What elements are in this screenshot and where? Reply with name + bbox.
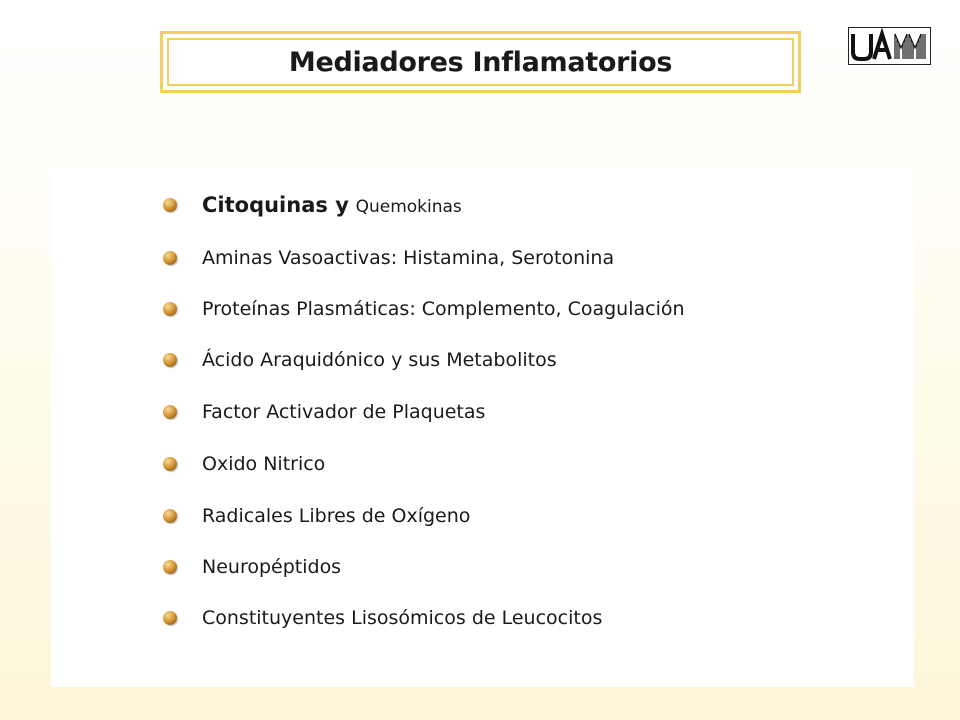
uam-logo-icon [848,27,931,65]
list-item [51,496,914,536]
bullet-icon [163,560,177,574]
list-item-citoquinas [51,185,914,225]
bullet-icon [163,457,177,471]
list-item-bold: Citoquinas y [202,193,349,217]
slide-title: Mediadores Inflamatorios [288,47,673,78]
list-item [51,392,914,432]
list-item [51,289,914,329]
list-item-text: Neuropéptidos [202,556,342,578]
list-item [51,444,914,484]
bullet-icon [163,405,177,419]
bullet-icon [163,611,177,625]
list-item-text: Constituyentes Lisosómicos de Leucocitos [202,607,603,629]
list-item [51,598,914,638]
bullet-icon [163,302,177,316]
bullet-icon [163,353,177,367]
list-item [51,547,914,587]
content-panel [51,168,914,687]
bullet-icon [163,509,177,523]
list-item-text: Ácido Araquidónico y sus Metabolitos [202,349,557,371]
list-item-text: Oxido Nitrico [202,453,326,475]
list-item-text: Factor Activador de Plaquetas [202,401,486,423]
list-item-text [202,193,462,217]
list-item [51,340,914,380]
bullet-icon [163,198,177,212]
bullet-icon [163,251,177,265]
list-item-normal: Quemokinas [355,197,462,217]
list-item-text: Proteínas Plasmáticas: Complemento, Coagulación [202,298,685,320]
title-frame [160,31,801,93]
list-item-text: Radicales Libres de Oxígeno [202,505,471,527]
list-item [51,238,914,278]
list-item-text: Aminas Vasoactivas: Histamina, Serotonina [202,247,615,269]
